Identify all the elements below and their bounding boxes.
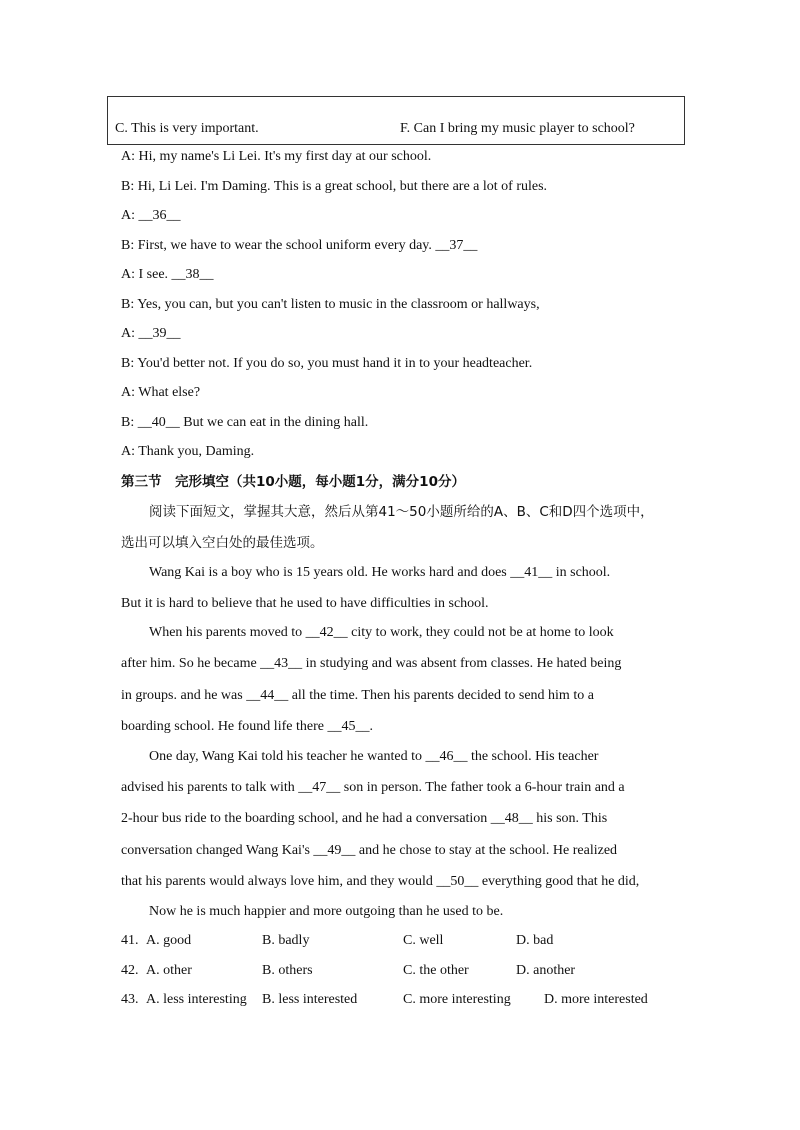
answer-options-box [107,96,685,145]
option-f: F. Can I bring my music player to school? [400,121,635,136]
instruction-line: 选出可以填入空白处的最佳选项。 [121,535,324,551]
option-d: D. another [516,963,576,978]
option-a: A. good [146,933,192,948]
dialogue-line: A: __39__ [121,326,181,341]
option-a: A. other [146,963,192,978]
option-c: C. more interesting [403,992,511,1007]
option-a: A. less interesting [146,992,247,1007]
passage-line: advised his parents to talk with __47__ son in person. The father took a 6-hour train and a [121,780,625,795]
option-b: B. less interested [262,992,358,1007]
option-d: D. more interested [544,992,648,1007]
passage-line: Now he is much happier and more outgoing than he used to be. [149,904,504,919]
dialogue-line: B: First, we have to wear the school uniform every day. __37__ [121,238,478,253]
passage-line: boarding school. He found life there __45__. [121,719,373,734]
dialogue-line: B: __40__ But we can eat in the dining hall. [121,415,369,430]
instruction-line: 阅读下面短文，掌握其大意，然后从第41～50小题所给的A、B、C和D四个选项中， [149,504,654,520]
passage-line: Wang Kai is a boy who is 15 years old. He works hard and does __41__ in school. [149,565,611,580]
option-c: C. This is very important. [115,121,259,136]
option-b: B. badly [262,933,310,948]
passage-line: in groups. and he was __44__ all the time. Then his parents decided to send him to a [121,688,594,703]
question-number: 41. [121,933,139,948]
question-number: 43. [121,992,139,1007]
dialogue-line: A: What else? [121,385,201,400]
passage-line: 2-hour bus ride to the boarding school, and he had a conversation __48__ his son. This [121,811,608,826]
dialogue-line: A: Hi, my name's Li Lei. It's my first day at our school. [121,149,432,164]
passage-line: after him. So he became __43__ in studying and was absent from classes. He hated being [121,656,622,671]
passage-line: One day, Wang Kai told his teacher he wanted to __46__ the school. His teacher [149,749,599,764]
dialogue-line: A: __36__ [121,208,181,223]
dialogue-line: B: Hi, Li Lei. I'm Daming. This is a great school, but there are a lot of rules. [121,179,548,194]
option-c: C. the other [403,963,469,978]
section-heading: 第三节 完形填空（共10小题，每小题1分，满分10分） [121,474,465,490]
dialogue-line: B: You'd better not. If you do so, you must hand it in to your headteacher. [121,356,533,371]
passage-line: When his parents moved to __42__ city to work, they could not be at home to look [149,625,614,640]
option-b: B. others [262,963,313,978]
passage-line: But it is hard to believe that he used to have difficulties in school. [121,596,489,611]
question-number: 42. [121,963,139,978]
dialogue-line: A: Thank you, Daming. [121,444,255,459]
passage-line: that his parents would always love him, and they would __50__ everything good that he did, [121,874,640,889]
dialogue-line: A: I see. __38__ [121,267,214,282]
option-d: D. bad [516,933,554,948]
option-c: C. well [403,933,444,948]
dialogue-line: B: Yes, you can, but you can't listen to music in the classroom or hallways, [121,297,540,312]
passage-line: conversation changed Wang Kai's __49__ and he chose to stay at the school. He realized [121,843,618,858]
